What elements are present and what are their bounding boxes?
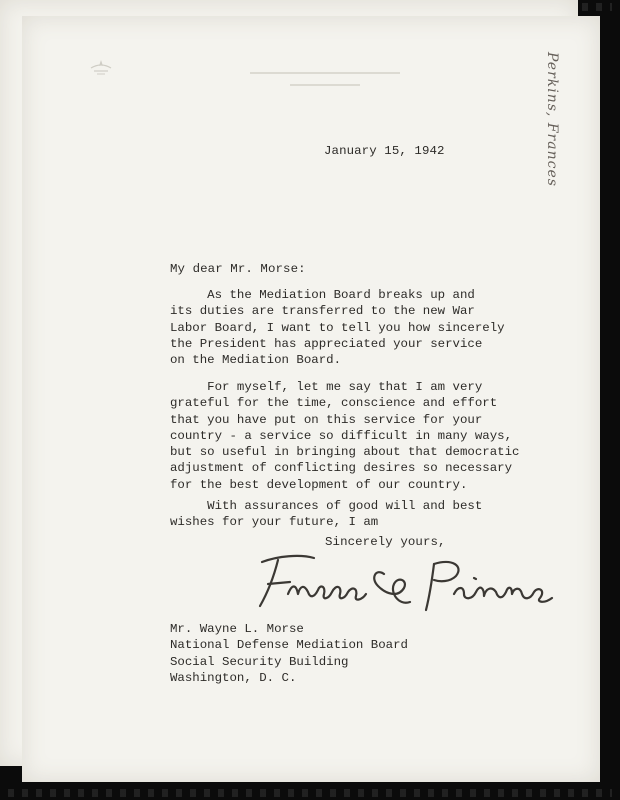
paragraph-line: that you have put on this service for your xyxy=(170,412,483,427)
seal-emblem-icon xyxy=(88,58,114,78)
closing: Sincerely yours, xyxy=(325,535,446,549)
paragraph-line: the President has appreciated your service xyxy=(170,336,483,351)
salutation: My dear Mr. Morse: xyxy=(170,262,306,276)
film-edge-bottom xyxy=(8,789,612,797)
address-line: Mr. Wayne L. Morse xyxy=(170,622,304,636)
letter-date: January 15, 1942 xyxy=(324,144,445,158)
letterhead-emboss xyxy=(240,66,410,94)
paragraph-2 xyxy=(170,379,519,493)
paragraph-line: With assurances of good will and best xyxy=(170,499,483,513)
paragraph-line: on the Mediation Board. xyxy=(170,353,342,368)
handwritten-signature xyxy=(248,548,560,618)
margin-note: Perkins, Frances xyxy=(544,52,560,187)
paragraph-line: Labor Board, I want to tell you how sincerely xyxy=(170,320,505,335)
paragraph-line: adjustment of conflicting desires so necessary xyxy=(170,461,513,476)
paragraph-line: grateful for the time, conscience and effort xyxy=(170,396,498,411)
paragraph-line: For myself, let me say that I am very xyxy=(170,380,483,394)
address-line: Social Security Building xyxy=(170,654,349,669)
recipient-address xyxy=(170,621,408,686)
paragraph-3 xyxy=(170,498,482,531)
paragraph-1 xyxy=(170,287,505,368)
paragraph-line: wishes for your future, I am xyxy=(170,515,379,530)
paragraph-line: As the Mediation Board breaks up and xyxy=(170,288,475,302)
paragraph-line: its duties are transferred to the new War xyxy=(170,304,475,319)
address-line: Washington, D. C. xyxy=(170,670,297,685)
paragraph-line: but so useful in bringing about that democratic xyxy=(170,445,520,460)
paragraph-line: for the best development of our country. xyxy=(170,477,468,492)
paragraph-line: country - a service so difficult in many ways, xyxy=(170,428,513,443)
address-line: National Defense Mediation Board xyxy=(170,638,408,653)
